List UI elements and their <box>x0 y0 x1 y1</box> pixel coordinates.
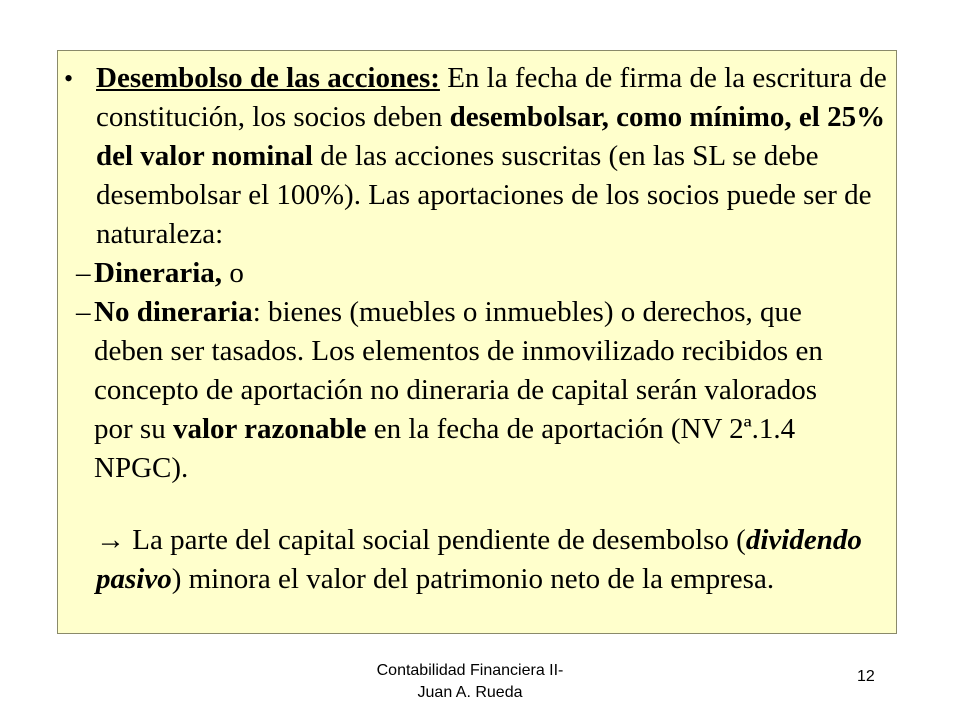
sub-item-1-bold: Dineraria, <box>94 257 223 289</box>
dash-icon: – <box>76 296 91 328</box>
bullet-icon: • <box>64 64 74 93</box>
sub-item-2-text2: en la fecha de aportación (NV 2ª.1.4 NPGC). <box>94 413 796 484</box>
conclusion-text-2: ) minora el valor del patrimonio neto de la empresa. <box>171 563 775 595</box>
page-number: 12 <box>857 668 875 685</box>
content-box <box>57 50 897 634</box>
conclusion-text-1: La parte del capital social pendiente de desembolso ( <box>125 524 746 556</box>
conclusion-italic-bold: dividendo pasivo <box>96 524 862 595</box>
main-bold-text: desembolsar, como mínimo, el 25% del valor nominal <box>96 101 886 172</box>
arrow-icon: → <box>96 524 125 556</box>
heading-text: Desembolso de las acciones: <box>96 62 440 94</box>
conclusion-paragraph <box>96 521 896 599</box>
dash-icon: – <box>76 257 91 289</box>
main-text-1: En la fecha de firma de la escritura de constitución, los socios deben <box>96 62 887 133</box>
main-text-2: de las acciones suscritas (en las SL se debe desembolsar el 100%). Las aportaciones de los socios puede ser de naturaleza: <box>96 140 872 250</box>
footer-line-1: Contabilidad Financiera II- <box>376 662 564 679</box>
footer-line-2: Juan A. Rueda <box>417 684 523 701</box>
footer-author <box>340 660 600 704</box>
sub-item-2-bold2: valor razonable <box>172 413 367 445</box>
main-bullet-paragraph <box>64 59 896 254</box>
sub-item-2-text: : bienes (muebles o inmuebles) o derechos, que deben ser tasados. Los elementos de inmovilizado recibidos en concepto de aportación no dineraria de capital serán valorados por su <box>94 296 823 445</box>
sub-item-2-bold: No dineraria <box>94 296 253 328</box>
sub-item-1-text: o <box>222 257 244 289</box>
